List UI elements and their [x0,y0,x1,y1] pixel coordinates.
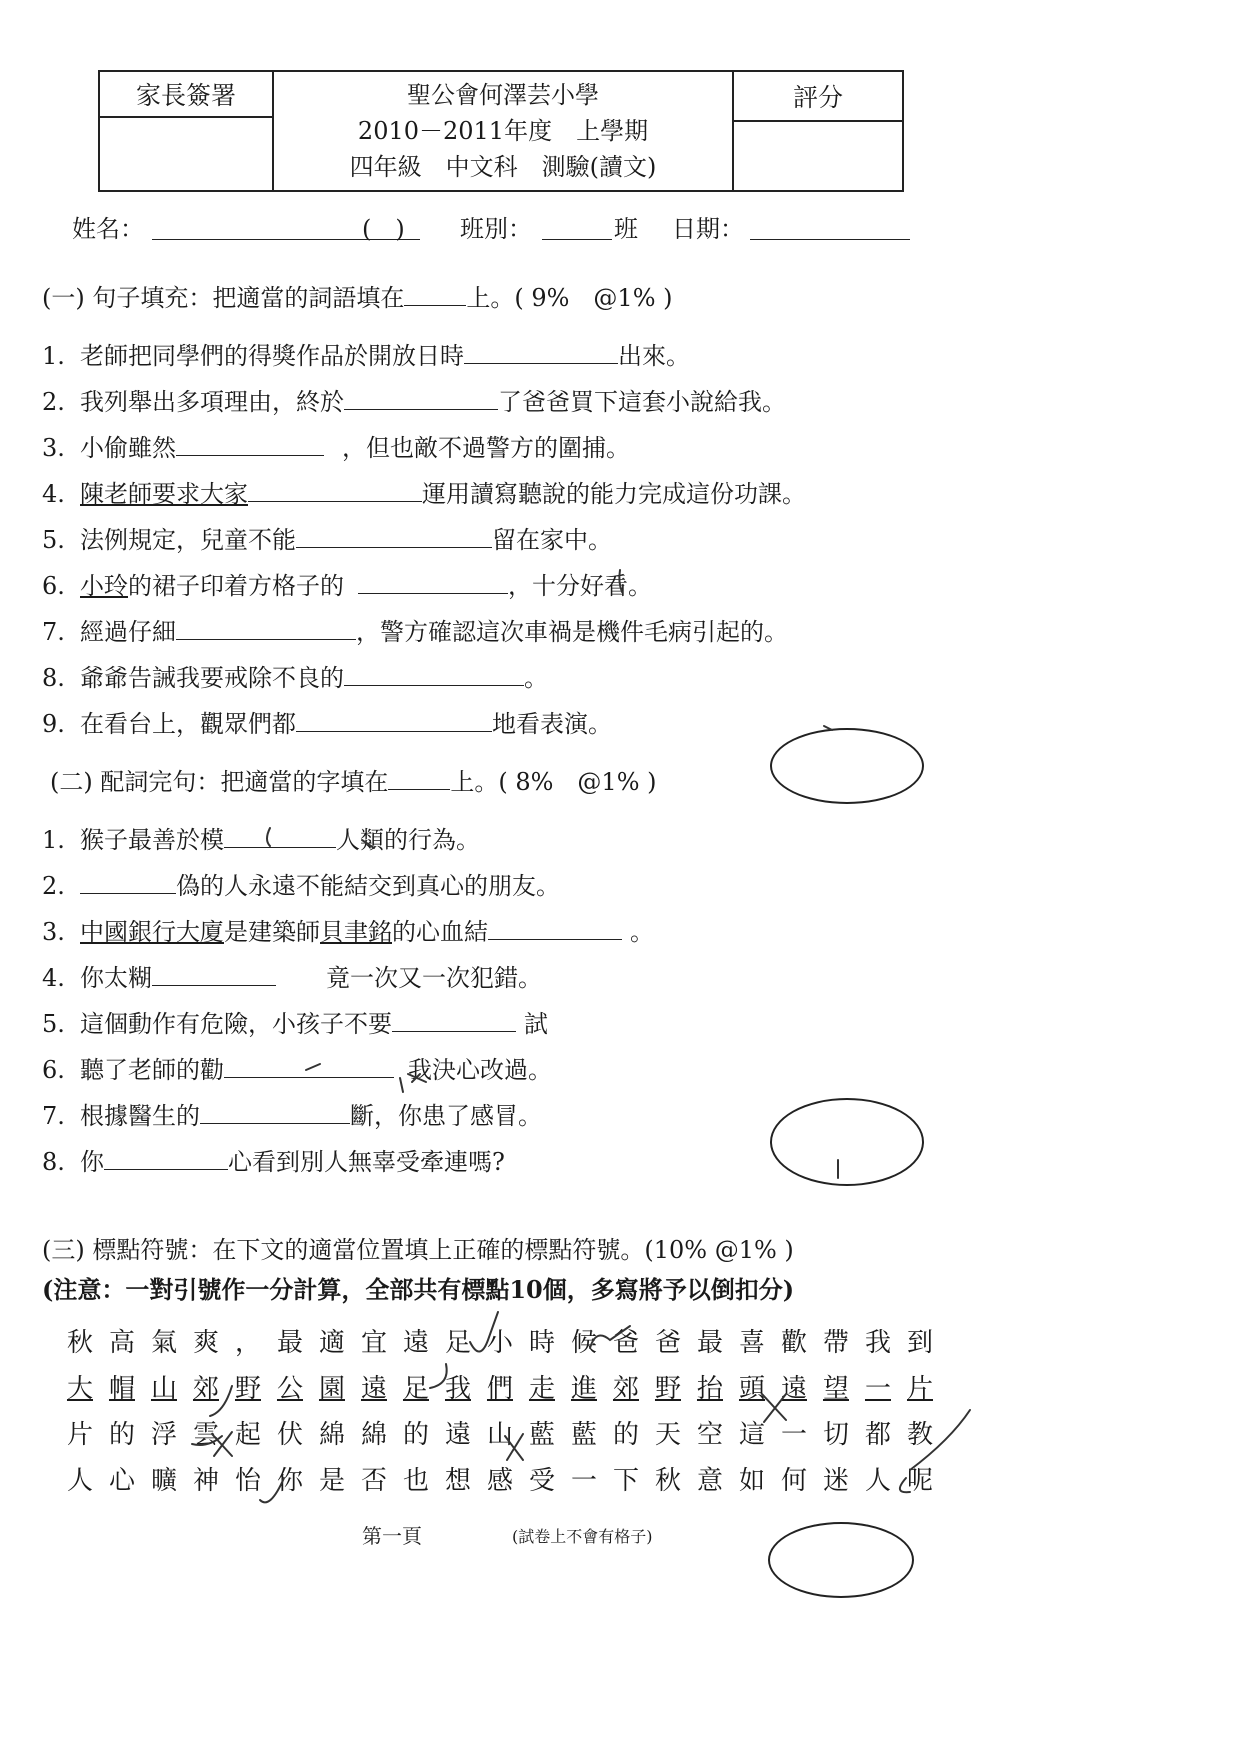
cross-mark [192,1432,232,1456]
pen-stroke [824,726,832,730]
section2-heading-post: 上。( 8% @1% ) [450,768,657,796]
item-text: 猴子最善於模 [80,826,224,854]
exam-subject: 四年級 中文科 測驗(讀文) [349,153,657,181]
passage-char: 野 [654,1374,681,1404]
passage-char: 公 [276,1374,303,1404]
item-text: 地看表演。 [492,710,612,738]
check-mark [430,1364,447,1388]
passage-char: 浮 [150,1420,177,1450]
name-label: 姓名： [72,215,144,243]
item-number: 5. [42,1010,65,1038]
section3-heading: (三) 標點符號：在下文的適當位置填上正確的標點符號。(10% @1% ) [42,1236,794,1264]
item-text: 的心血結 [392,918,488,946]
passage-char: 最 [696,1328,723,1358]
passage-char: 們 [486,1374,513,1404]
passage-char: 也 [402,1466,429,1496]
item-text: 留在家中。 [492,526,612,554]
passage-char: 雲 [192,1420,219,1450]
item-number: 1. [42,342,65,370]
passage-char: 秋 [66,1328,93,1358]
passage-char: 適 [318,1328,345,1358]
passage-char: 歡 [780,1328,807,1358]
item-number: 7. [42,1102,65,1130]
item-text: 在看台上，觀眾們都 [80,710,296,738]
class-label: 班別： [460,215,532,243]
passage-char: 這 [738,1420,765,1450]
passage-char: 我 [444,1374,471,1404]
passage-char: 爸 [654,1328,681,1358]
item-text: 竟一次又一次犯錯。 [326,964,542,992]
date-label: 日期： [672,215,744,243]
passage-char: 遠 [360,1374,387,1404]
passage-char: 天 [654,1420,681,1450]
passage-char: 小 [486,1328,513,1358]
item-text: 法例規定，兒童不能 [80,526,296,554]
passage-char: 郊 [192,1374,219,1404]
check-mark [900,1478,910,1492]
passage-char: 心 [108,1466,135,1496]
passage-char: 時 [528,1328,555,1358]
item-text: 出來。 [618,342,690,370]
section2-heading-pre: (二) 配詞完句：把適當的字填在 [50,768,389,796]
passage-char: 郊 [612,1374,639,1404]
pen-stroke [400,1074,426,1092]
passage-char: 帶 [822,1328,849,1358]
item-text: 這個動作有危險，小孩子不要 [80,1010,392,1038]
passage-char: 下 [612,1466,639,1496]
item-number: 2. [42,388,65,416]
passage-char: 藍 [528,1420,555,1450]
passage-char: 意 [696,1466,723,1496]
passage-char: 爽 [192,1328,219,1358]
passage-char: 都 [864,1420,891,1450]
item-text: 老師把同學們的得獎作品於開放日時 [80,342,464,370]
passage-char: ， [234,1328,261,1358]
item-number: 8. [42,1148,65,1176]
passage-char: 足 [402,1374,429,1404]
item-number: 3. [42,918,65,946]
item-text: 運用讀寫聽說的能力完成這份功課。 [422,480,806,508]
item-text: 你 [80,1148,104,1176]
passage-char: 的 [108,1420,135,1450]
passage-char: 否 [360,1466,387,1496]
item-number: 1. [42,826,65,854]
school-year: 2010－2011年度 上學期 [357,117,649,145]
passage-char: 山 [486,1420,513,1450]
passage-char: 感 [486,1466,513,1496]
passage-char: 曠 [150,1466,177,1496]
passage-char: 大 [66,1374,93,1404]
item-number: 4. [42,964,65,992]
item-number: 4. [42,480,65,508]
passage-char: 如 [738,1466,765,1496]
passage-char: 我 [864,1328,891,1358]
passage-char: 的 [612,1420,639,1450]
page-number: 第一頁 [362,1524,422,1548]
item-text: 根據醫生的 [80,1102,200,1130]
item-text: 斷，你患了感冒。 [350,1102,542,1130]
passage-char: 空 [696,1420,723,1450]
item-text-underlined: 貝聿銘 [320,918,392,946]
item-text: ，警方確認這次車禍是機件毛病引起的。 [356,618,788,646]
passage-char: 一 [570,1466,597,1496]
passage-char: 候 [570,1328,597,1358]
item-text: 經過仔細 [80,618,176,646]
item-text-underlined: 小玲 [80,572,128,600]
item-text: 人類的行為。 [336,826,480,854]
passage-char: 的 [402,1420,429,1450]
pen-stroke [267,828,374,848]
school-name: 聖公會何澤芸小學 [407,81,599,109]
item-number: 5. [42,526,65,554]
passage-char: 爸 [612,1328,639,1358]
cross-mark [762,1394,786,1422]
passage-char: 到 [906,1328,933,1358]
passage-char: 是 [318,1466,345,1496]
passage-char: 抬 [696,1374,723,1404]
passage-char: 一 [864,1374,891,1404]
passage-char: 遠 [444,1420,471,1450]
passage-char: 進 [570,1374,597,1404]
passage-char: 宜 [360,1328,387,1358]
passage-char: 教 [906,1420,933,1450]
passage-char: 山 [150,1374,177,1404]
passage-char: 片 [906,1374,933,1404]
passage-char: 頭 [738,1374,765,1404]
passage-char: 足 [444,1328,471,1358]
item-text-underlined: 中國銀行大廈 [80,918,224,946]
item-text: 。 [630,918,654,946]
item-text: 的裙子印着方格子的 [128,572,344,600]
passage-char: 望 [822,1374,849,1404]
item-text: 是建築師 [224,918,320,946]
passage-char: 遠 [780,1374,807,1404]
passage-char: 你 [276,1466,303,1496]
item-text: 我列舉出多項理由，終於 [80,388,344,416]
passage-char: 氣 [150,1328,177,1358]
item-text: 了爸爸買下這套小說給我。 [498,388,786,416]
passage-char: 怡 [234,1466,261,1496]
passage-char: 受 [528,1466,555,1496]
passage-char: 遠 [402,1328,429,1358]
passage-char: 喜 [738,1328,765,1358]
passage-char: 迷 [822,1466,849,1496]
item-number: 8. [42,664,65,692]
item-text: 你太糊 [80,964,152,992]
item-text: 爺爺告誡我要戒除不良的 [80,664,344,692]
item-text: 我決心改過。 [408,1056,552,1084]
passage-char: 呢 [906,1466,933,1496]
score-label: 評分 [734,72,902,122]
passage-char: 帽 [108,1374,135,1404]
passage-char: 綿 [360,1420,387,1450]
passage-char: 起 [234,1420,261,1450]
passage-char: 一 [780,1420,807,1450]
item-number: 9. [42,710,65,738]
parent-sign-label: 家長簽署 [100,72,272,118]
passage-char: 高 [108,1328,135,1358]
item-number: 6. [42,1056,65,1084]
cross-mark [505,1434,523,1460]
item-number: 3. [42,434,65,462]
item-text: ，但也敵不過警方的圍捕。 [342,434,630,462]
passage-char: 藍 [570,1420,597,1450]
passage-char: 野 [234,1374,261,1404]
item-text: 試 [524,1010,548,1038]
check-mark [470,1312,498,1352]
passage-char: 秋 [654,1466,681,1496]
item-text: 。 [524,664,548,692]
item-text: 心看到別人無辜受牽連嗎? [228,1148,505,1176]
item-text: 聽了老師的勸 [80,1056,224,1084]
class-suffix: 班 [614,215,638,243]
check-mark [260,1478,284,1502]
passage-char: 切 [822,1420,849,1450]
pen-stroke [910,1410,970,1470]
passage-char: 伏 [276,1420,303,1450]
class-number-paren: ( ) [362,215,405,243]
passage-char: 人 [864,1466,891,1496]
passage-char: 想 [444,1466,471,1496]
section1-heading-pre: (一) 句子填充：把適當的詞語填在 [42,284,405,312]
item-number: 6. [42,572,65,600]
item-text: 小偷雖然 [80,434,176,462]
footer-note: (試卷上不會有格子) [512,1527,653,1546]
passage-char: 園 [318,1374,345,1404]
section1-heading-post: 上。( 9% @1% ) [466,284,673,312]
section3-note: (注意：一對引號作一分計算，全部共有標點10個，多寫將予以倒扣分) [42,1275,795,1304]
pen-stroke [619,570,622,592]
check-mark [210,1386,232,1416]
item-text: 陳老師要求大家 [80,480,248,508]
passage-char: 綿 [318,1420,345,1450]
passage-char: 片 [66,1420,93,1450]
passage-char: 何 [780,1466,807,1496]
passage-char: 神 [192,1466,219,1496]
item-text: ，十分好看。 [508,572,652,600]
item-number: 2. [42,872,65,900]
pen-stroke [306,1064,320,1070]
check-mark [590,1326,630,1348]
passage-char: 走 [528,1374,555,1404]
item-number: 7. [42,618,65,646]
item-text: 偽的人永遠不能結交到真心的朋友。 [176,872,560,900]
passage-char: 最 [276,1328,303,1358]
passage-char: 人 [66,1466,93,1496]
